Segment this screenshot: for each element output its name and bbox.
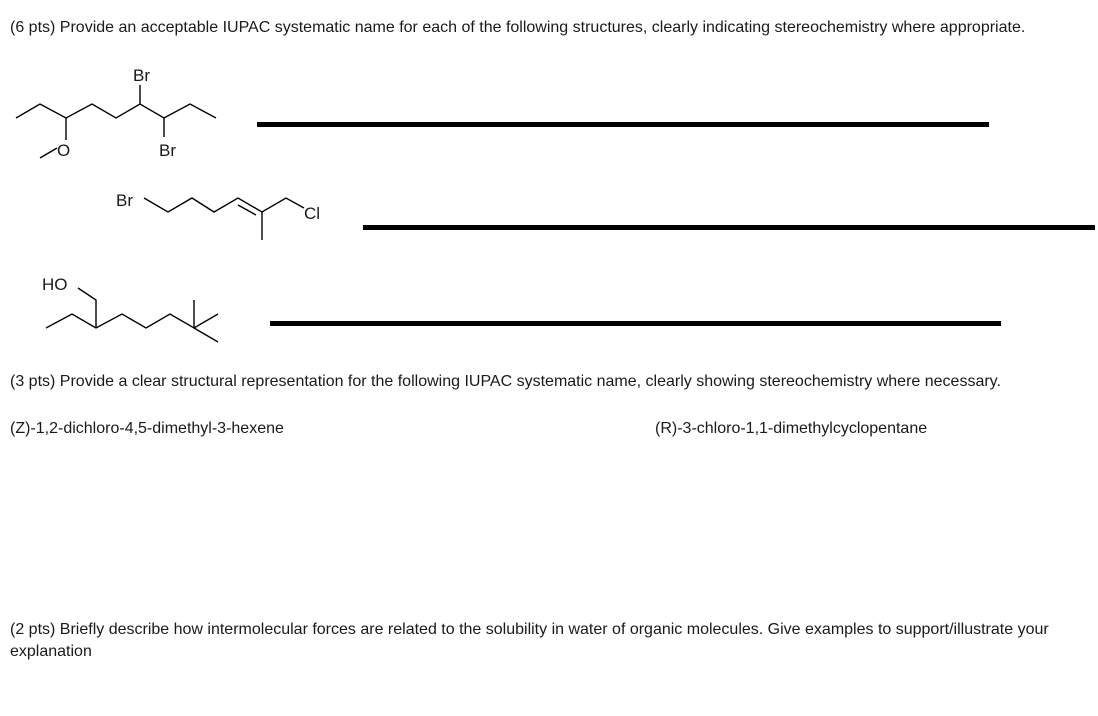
structure-1-o-label: O bbox=[57, 141, 71, 160]
structure-1-main-chain bbox=[16, 104, 216, 118]
structure-2-skeletal-formula bbox=[100, 180, 340, 250]
question-3-prompt: (2 pts) Briefly describe how intermolecular forces are related to the solubility in water of organic molecules. Give examples to support/illustrate your explanation bbox=[10, 621, 1049, 660]
answer-line-1[interactable] bbox=[257, 122, 989, 127]
structure-1-skeletal-formula bbox=[0, 60, 240, 170]
structure-1-br-top-label: Br bbox=[133, 66, 150, 85]
answer-line-2[interactable] bbox=[363, 225, 1095, 230]
structure-1-methyl-bond bbox=[40, 148, 57, 158]
structure-3-skeletal-formula bbox=[30, 260, 230, 350]
structure-3-ho-label: HO bbox=[42, 275, 68, 294]
structure-3-branch-bond bbox=[194, 328, 218, 342]
question-1-prompt: (6 pts) Provide an acceptable IUPAC systematic name for each of the following structures, clearly indicating stereochemistry where appropriate. bbox=[10, 19, 1026, 36]
structure-3-main-chain bbox=[46, 314, 218, 328]
structure-1-br-bottom-label: Br bbox=[159, 141, 176, 160]
question-2-name-b: (R)-3-chloro-1,1-dimethylcyclopentane bbox=[655, 420, 928, 437]
structure-2-cl-label: Cl bbox=[304, 204, 321, 223]
question-2-prompt: (3 pts) Provide a clear structural representation for the following IUPAC systematic name, clearly showing stereochemistry where necessary. bbox=[10, 373, 1001, 390]
question-2-name-a: (Z)-1,2-dichloro-4,5-dimethyl-3-hexene bbox=[10, 420, 284, 437]
answer-line-3[interactable] bbox=[270, 321, 1001, 326]
structure-2-main-chain bbox=[144, 198, 304, 212]
structure-2-br-label: Br bbox=[116, 191, 133, 210]
